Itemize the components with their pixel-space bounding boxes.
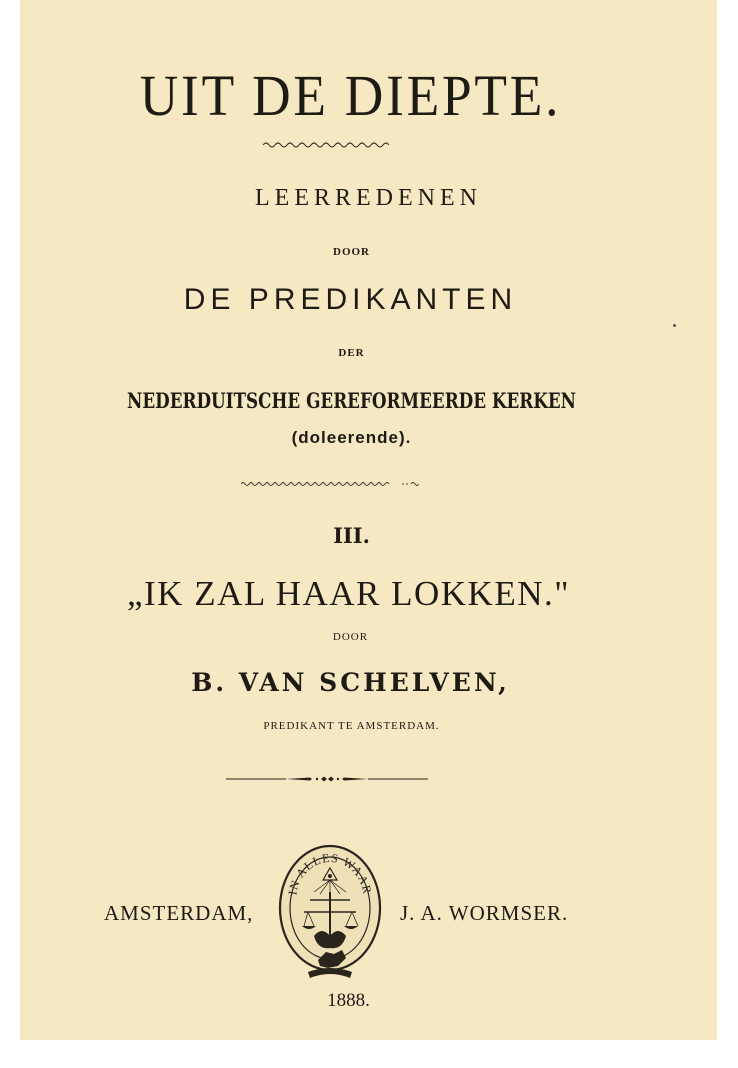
churches-note: (doleerende). [291,428,412,447]
book-title: UIT DE DIEPTE. [139,63,562,128]
publisher-name: J. A. WORMSER. [400,901,569,925]
door-label: DOOR [333,246,370,258]
publication-year: 1888. [327,990,370,1011]
sermon-title: „IK ZAL HAAR LOKKEN." [126,574,571,613]
paper-speck [673,324,676,327]
wavy-rule-middle [241,480,419,488]
subtitle: LEERREDENEN [255,185,482,211]
title-page [20,0,717,1040]
publication-place: AMSTERDAM, [104,901,254,925]
der-label: DER [338,347,365,359]
publisher-seal-icon [274,840,386,986]
wavy-rule-top [263,141,389,149]
author-role: PREDIKANT TE AMSTERDAM. [263,720,440,732]
ornamental-rule [226,773,428,785]
door-label-author: DOOR [332,631,369,643]
svg-text:IN ALLES WAAR: IN ALLES WAAR [285,850,375,896]
author-name: B. VAN SCHELVEN, [191,668,510,697]
volume-number: III. [333,523,370,548]
heading-predikanten: DE PREDIKANTEN [183,283,518,316]
churches-heading: NEDERDUITSCHE GEREFORMEERDE KERKEN [126,388,577,413]
